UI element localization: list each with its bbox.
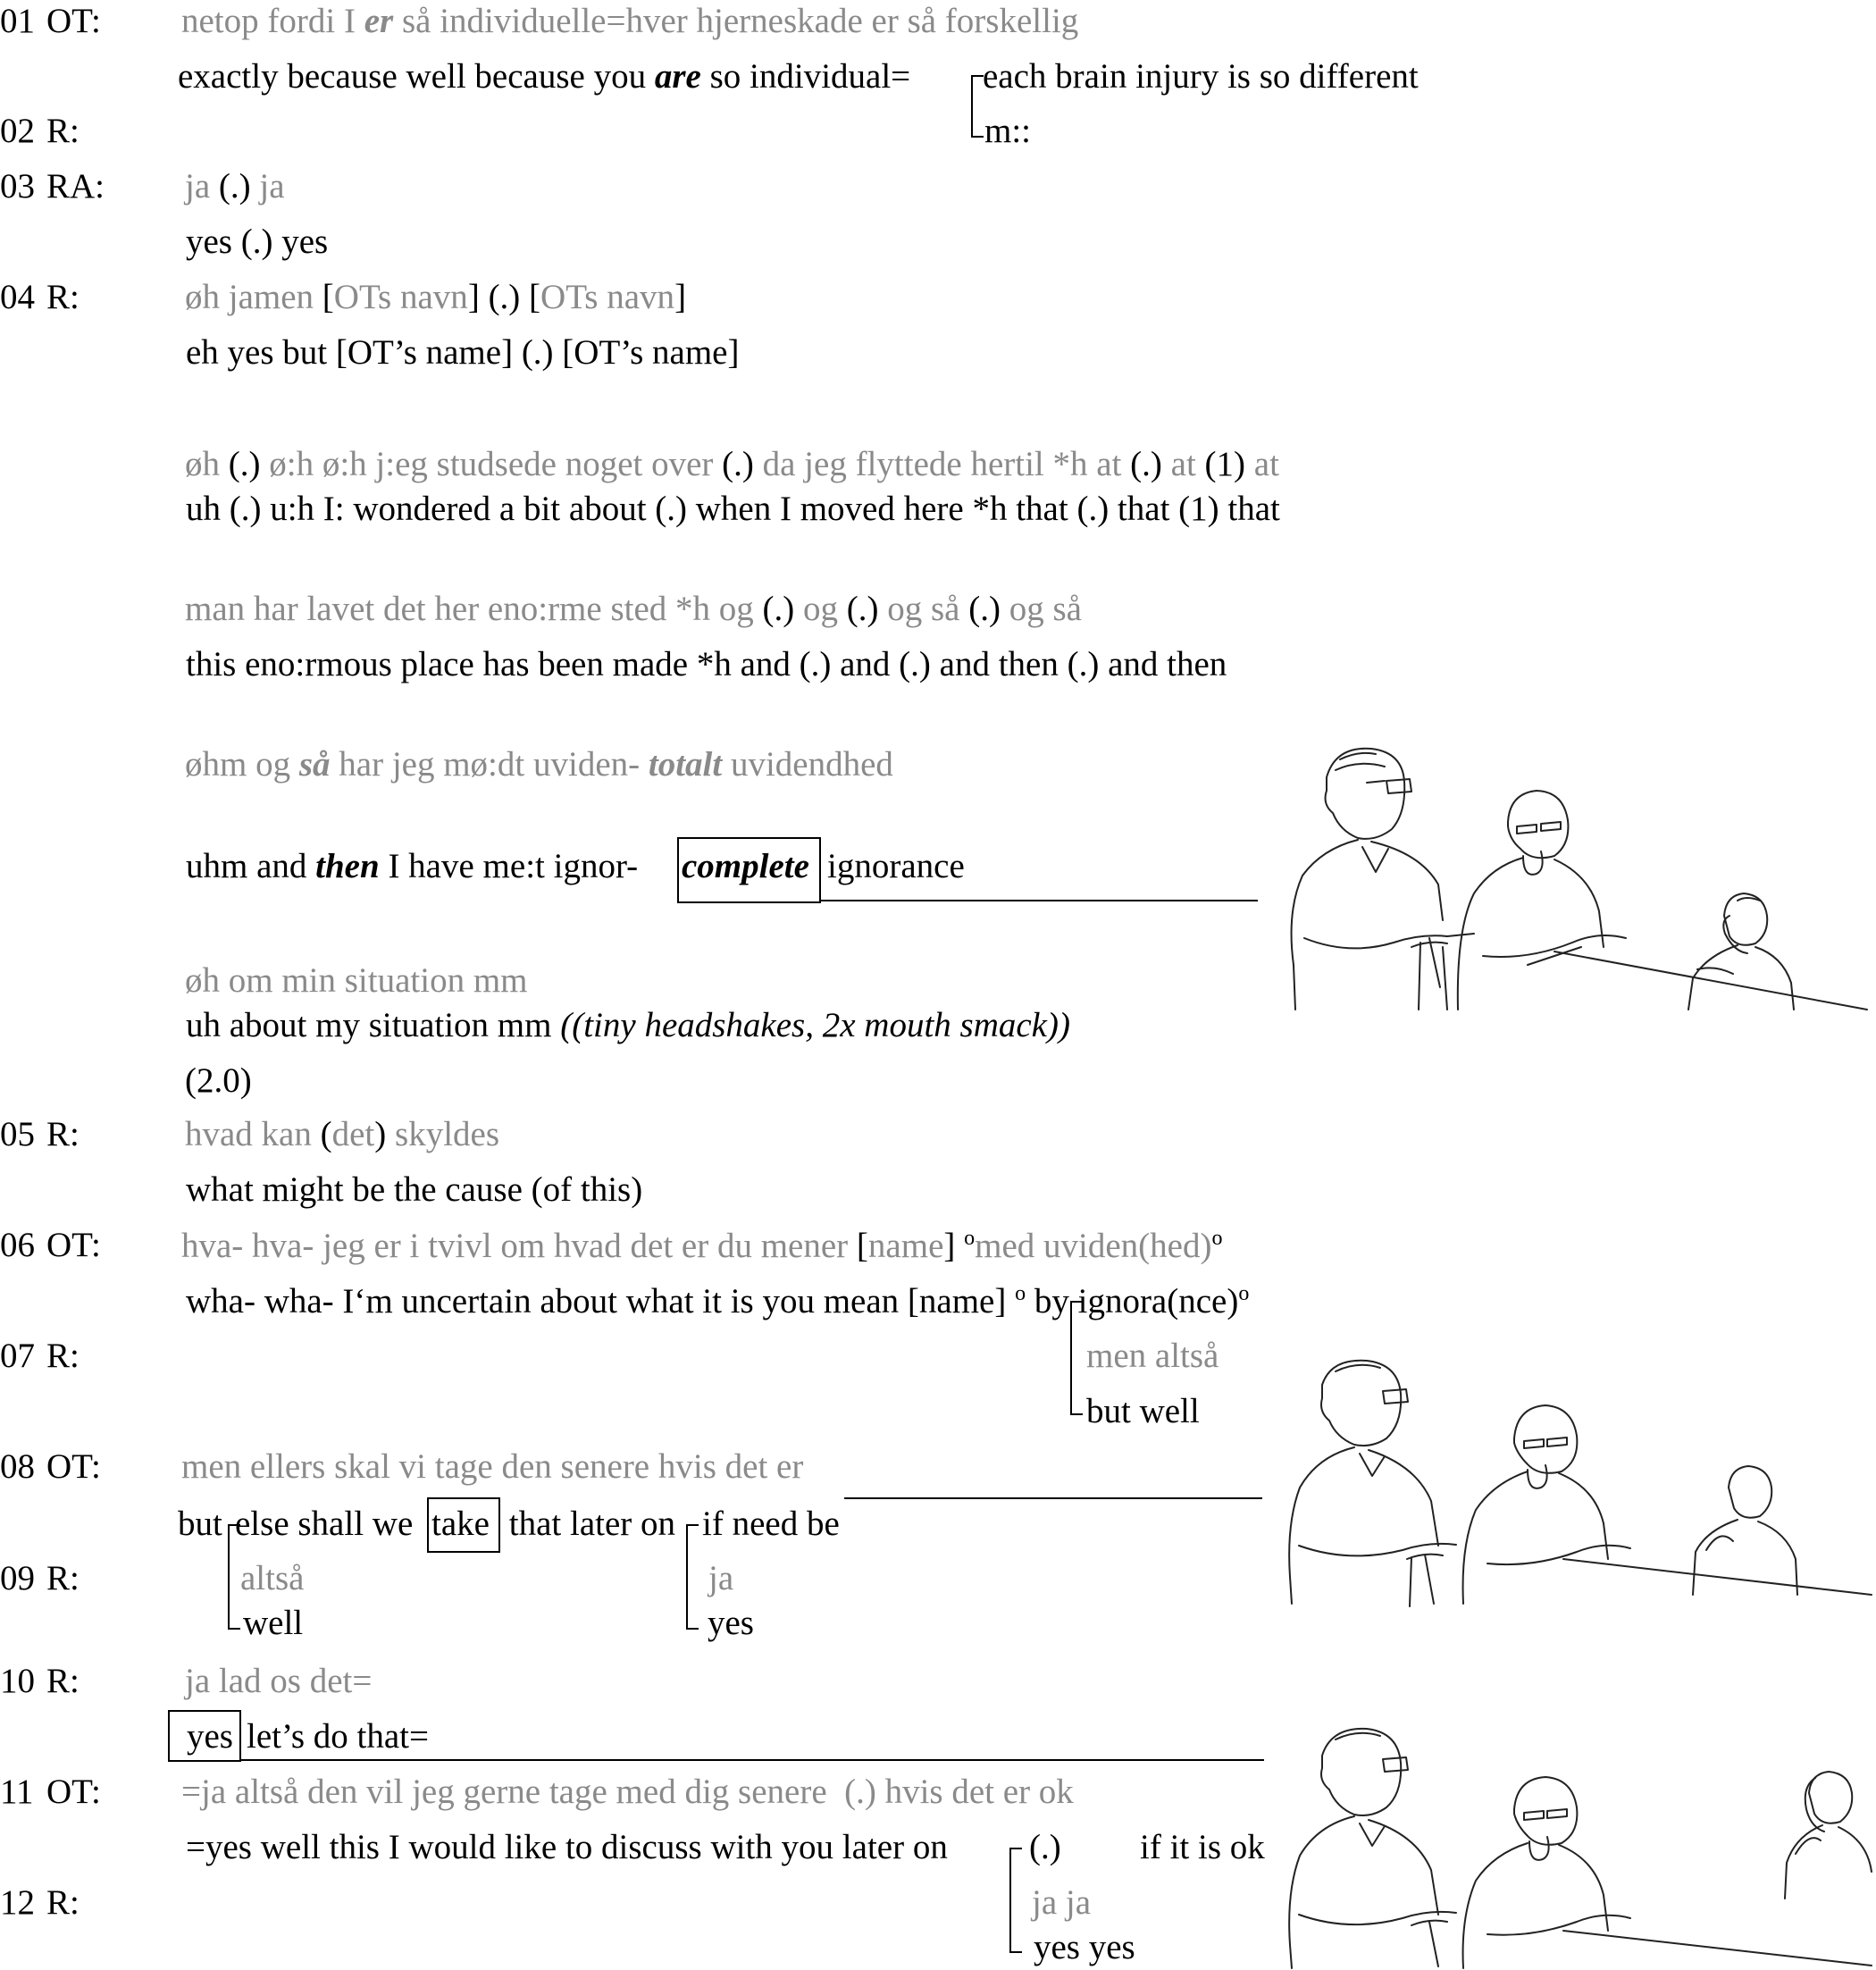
line-number: 01 [0, 2, 35, 40]
original-utterance: øh jamen [OTs navn] (.) [OTs navn] [185, 278, 687, 316]
speaker-label: R: [46, 1337, 80, 1375]
scene-drawing-3 [1286, 1720, 1876, 1970]
line-number: 12 [0, 1883, 35, 1922]
overlap-translation: yes [708, 1604, 754, 1642]
overlap-translation: but well [1086, 1392, 1200, 1430]
original-utterance: netop fordi I er så individuelle=hver hjerneskade er så forskellig [181, 2, 1079, 40]
overlap-response: m:: [984, 112, 1032, 150]
overlap-response: ja [708, 1559, 734, 1597]
overlap-bracket [1009, 1848, 1022, 1953]
gesture-line [844, 1497, 1262, 1499]
line-number: 09 [0, 1559, 35, 1597]
emphasis-word: take [431, 1505, 490, 1543]
gesture-box [677, 837, 821, 903]
overlap-translation: yes yes [1034, 1928, 1135, 1966]
translation-line: exactly because well because you are so individual= [178, 57, 911, 96]
speaker-label: OT: [46, 2, 101, 40]
line-number: 10 [0, 1662, 35, 1700]
speaker-label: OT: [46, 1226, 101, 1264]
emphasis-word: yes [187, 1717, 233, 1756]
line-number: 08 [0, 1447, 35, 1486]
line-number: 05 [0, 1115, 35, 1153]
speaker-label: R: [46, 278, 80, 316]
translation-line: yes (.) yes [186, 222, 329, 261]
translation-overlap: (.) [1029, 1828, 1061, 1866]
pause: (2.0) [185, 1061, 252, 1100]
original-utterance: men ellers skal vi tage den senere hvis det er [181, 1447, 804, 1486]
original-utterance: øhm og så har jeg mø:dt uviden- totalt uvidendhed [185, 745, 893, 784]
gesture-line [240, 1759, 1264, 1761]
speaker-label: OT: [46, 1447, 101, 1486]
translation-overlap: if need be [702, 1505, 840, 1543]
overlap-response: ja ja [1032, 1883, 1092, 1922]
translation-line: this eno:rmous place has been made *h and (.) and (.) and then (.) and then [186, 645, 1227, 683]
translation-line: uhm and then I have me:t ignor- [186, 847, 647, 885]
overlap-bracket [228, 1524, 240, 1630]
overlap-translation: well [243, 1604, 304, 1642]
original-utterance: øh (.) ø:h ø:h j:eg studsede noget over (.) da jeg flyttede hertil *h at (.) at (1) at [185, 445, 1279, 483]
translation-line: uh (.) u:h I: wondered a bit about (.) when I moved here *h that (.) that (1) that [186, 490, 1280, 528]
translation-line: but [178, 1505, 222, 1543]
speaker-label: R: [46, 1559, 80, 1597]
line-number: 06 [0, 1226, 35, 1264]
translation-line: ignorance [827, 847, 965, 885]
overlap-bracket [1070, 1301, 1083, 1415]
translation-line: that later on [500, 1505, 676, 1543]
overlap-response: altså [240, 1559, 305, 1597]
original-utterance: =ja altså den vil jeg gerne tage med dig senere (.) hvis det er ok [181, 1773, 1074, 1811]
gesture-line [820, 900, 1258, 901]
original-utterance: hvad kan (det) skyldes [185, 1115, 500, 1153]
speaker-label: RA: [46, 167, 105, 205]
speaker-label: R: [46, 1115, 80, 1153]
translation-line: =yes well this I would like to discuss with you later on [186, 1828, 948, 1866]
line-number: 03 [0, 167, 35, 205]
translation-line: if it is ok [1140, 1828, 1265, 1866]
overlap-bracket [686, 1524, 699, 1630]
emphasis-word: complete [682, 847, 809, 885]
translation-line: what might be the cause (of this) [186, 1170, 643, 1209]
speaker-label: OT: [46, 1773, 101, 1811]
translation-line: uh about my situation mm ((tiny headshakes, 2x mouth smack)) [186, 1006, 1070, 1044]
translation-overlap: each brain injury is so different [983, 57, 1419, 96]
scene-drawing-2 [1286, 1354, 1876, 1608]
overlap-bracket [971, 75, 984, 138]
speaker-label: R: [46, 112, 80, 150]
speaker-label: R: [46, 1883, 80, 1922]
original-utterance: hva- hva- jeg er i tvivl om hvad det er du mener [name] $^o$med uviden(hed)$^o$ [181, 1227, 1223, 1265]
gesture-box [168, 1710, 241, 1762]
gesture-box [427, 1497, 500, 1553]
original-utterance: ja (.) ja [185, 167, 285, 205]
translation-line: else shall we [235, 1505, 423, 1543]
translation-line: eh yes but [OT’s name] (.) [OT’s name] [186, 333, 740, 372]
line-number: 04 [0, 278, 35, 316]
line-number: 02 [0, 112, 35, 150]
scene-drawing-1 [1286, 742, 1876, 1019]
original-utterance: øh om min situation mm [185, 961, 528, 1000]
overlap-response: men altså [1086, 1337, 1219, 1375]
line-number: 07 [0, 1337, 35, 1375]
original-utterance: ja lad os det= [185, 1662, 373, 1700]
original-utterance: man har lavet det her eno:rme sted *h og (.) og (.) og så (.) og så [185, 590, 1082, 628]
line-number: 11 [0, 1773, 34, 1811]
translation-line: wha- wha- I‘m uncertain about what it is you mean [name] $^o$ by ignora(nce)$^o$ [186, 1282, 1250, 1320]
translation-line: let’s do that= [247, 1717, 429, 1756]
speaker-label: R: [46, 1662, 80, 1700]
